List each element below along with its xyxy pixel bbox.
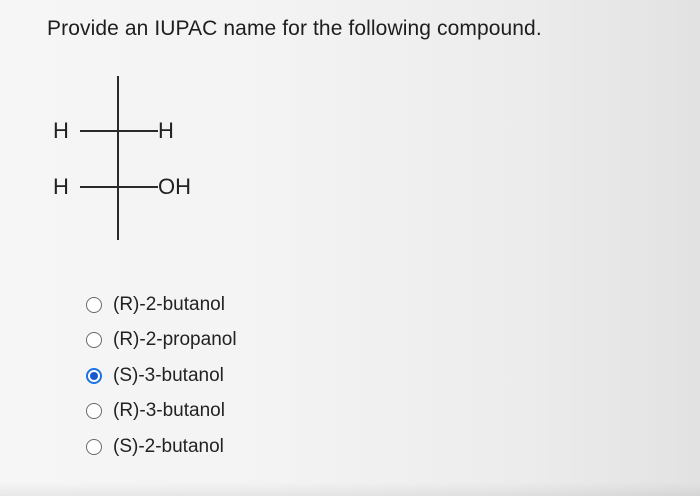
atom-label-top-left: H (53, 118, 69, 143)
answer-option-label: (S)-2-butanol (113, 435, 224, 457)
radio-button-icon[interactable] (86, 332, 102, 348)
answer-option-5[interactable] (86, 429, 237, 465)
answer-options (86, 287, 237, 465)
fischer-lines (40, 70, 240, 250)
radio-button-icon[interactable] (86, 439, 102, 455)
fischer-projection (40, 70, 240, 250)
answer-option-label: (R)-3-butanol (113, 400, 225, 422)
atom-label-top-right: H (158, 118, 174, 143)
question-text: Provide an IUPAC name for the following compound. (47, 17, 542, 40)
atom-label-bottom-right: OH (158, 174, 191, 199)
answer-option-4[interactable] (86, 394, 237, 430)
answer-option-label: (R)-2-propanol (113, 329, 237, 351)
radio-button-icon[interactable] (86, 403, 102, 419)
answer-option-label: (S)-3-butanol (113, 364, 224, 386)
answer-option-1[interactable] (86, 287, 237, 323)
atom-label-bottom-left: H (53, 174, 69, 199)
answer-option-2[interactable] (86, 323, 237, 359)
answer-option-label: (R)-2-butanol (113, 293, 225, 315)
radio-button-selected-icon[interactable] (86, 368, 102, 384)
answer-option-3[interactable] (86, 358, 237, 394)
radio-button-icon[interactable] (86, 297, 102, 313)
